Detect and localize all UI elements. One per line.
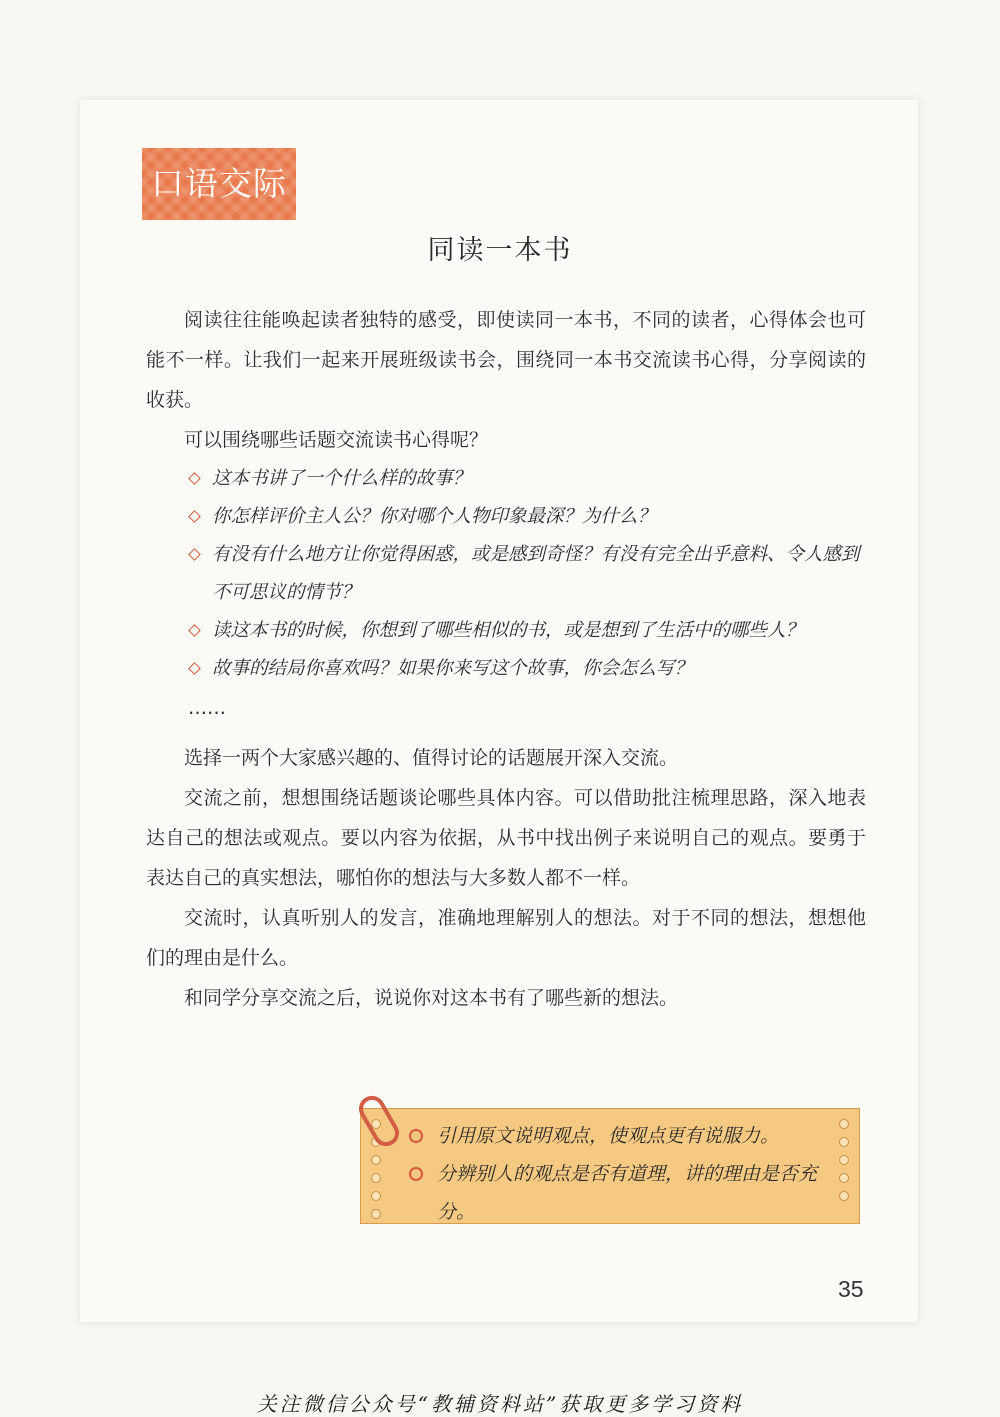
page-number: 35 <box>838 1276 864 1302</box>
section-tag: 口语交际 <box>142 148 296 220</box>
ring-bullet-icon <box>409 1129 423 1143</box>
tip-list <box>361 1109 859 1231</box>
body-paragraph: 和同学分享交流之后，说说你对这本书有了哪些新的想法。 <box>184 987 679 1009</box>
topic-ellipsis: …… <box>188 697 226 719</box>
diamond-bullet-icon <box>188 548 201 561</box>
page-title: 同读一本书 <box>427 235 573 266</box>
topic-list <box>146 460 866 688</box>
intro-paragraph: 阅读往往能唤起读者独特的感受，即使读同一本书，不同的读者，心得体会也可能不一样。让我们一起来开展班级读书会，围绕同一本书交流读书心得，分享阅读的收获。 <box>146 309 866 411</box>
list-item: 有没有什么地方让你觉得困惑，或是感到奇怪？有没有完全出乎意料、令人感到不可思议的情节？ <box>146 536 866 612</box>
body-paragraph: 交流之前，想想围绕话题谈论哪些具体内容。可以借助批注梳理思路，深入地表达自己的想法或观点。要以内容为依据，从书中找出例子来说明自己的观点。要勇于表达自己的真实想法，哪怕你的想法与大多数人都不一样。 <box>146 787 866 889</box>
body-block <box>146 738 866 1018</box>
tip-card <box>360 1108 860 1224</box>
card-holes-right <box>839 1119 849 1209</box>
list-item: 读这本书的时候，你想到了哪些相似的书，或是想到了生活中的哪些人？ <box>146 612 866 650</box>
intro-block <box>146 300 866 728</box>
tip-item: 引用原文说明观点，使观点更有说服力。 <box>409 1117 837 1155</box>
diamond-bullet-icon <box>188 510 201 523</box>
tip-item: 分辨别人的观点是否有道理，讲的理由是否充分。 <box>409 1155 837 1231</box>
footer-note: 关注微信公众号“教辅资料站”获取更多学习资料 <box>256 1392 744 1416</box>
ring-bullet-icon <box>409 1167 423 1181</box>
list-item: 你怎样评价主人公？你对哪个人物印象最深？为什么？ <box>146 498 866 536</box>
topic-question: 可以围绕哪些话题交流读书心得呢？ <box>184 429 489 451</box>
diamond-bullet-icon <box>188 662 201 675</box>
body-paragraph: 选择一两个大家感兴趣的、值得讨论的话题展开深入交流。 <box>184 747 679 769</box>
list-item: 故事的结局你喜欢吗？如果你来写这个故事，你会怎么写？ <box>146 650 866 688</box>
body-paragraph: 交流时，认真听别人的发言，准确地理解别人的想法。对于不同的想法，想想他们的理由是什么。 <box>146 907 866 969</box>
diamond-bullet-icon <box>188 472 201 485</box>
diamond-bullet-icon <box>188 624 201 637</box>
list-item: 这本书讲了一个什么样的故事？ <box>146 460 866 498</box>
